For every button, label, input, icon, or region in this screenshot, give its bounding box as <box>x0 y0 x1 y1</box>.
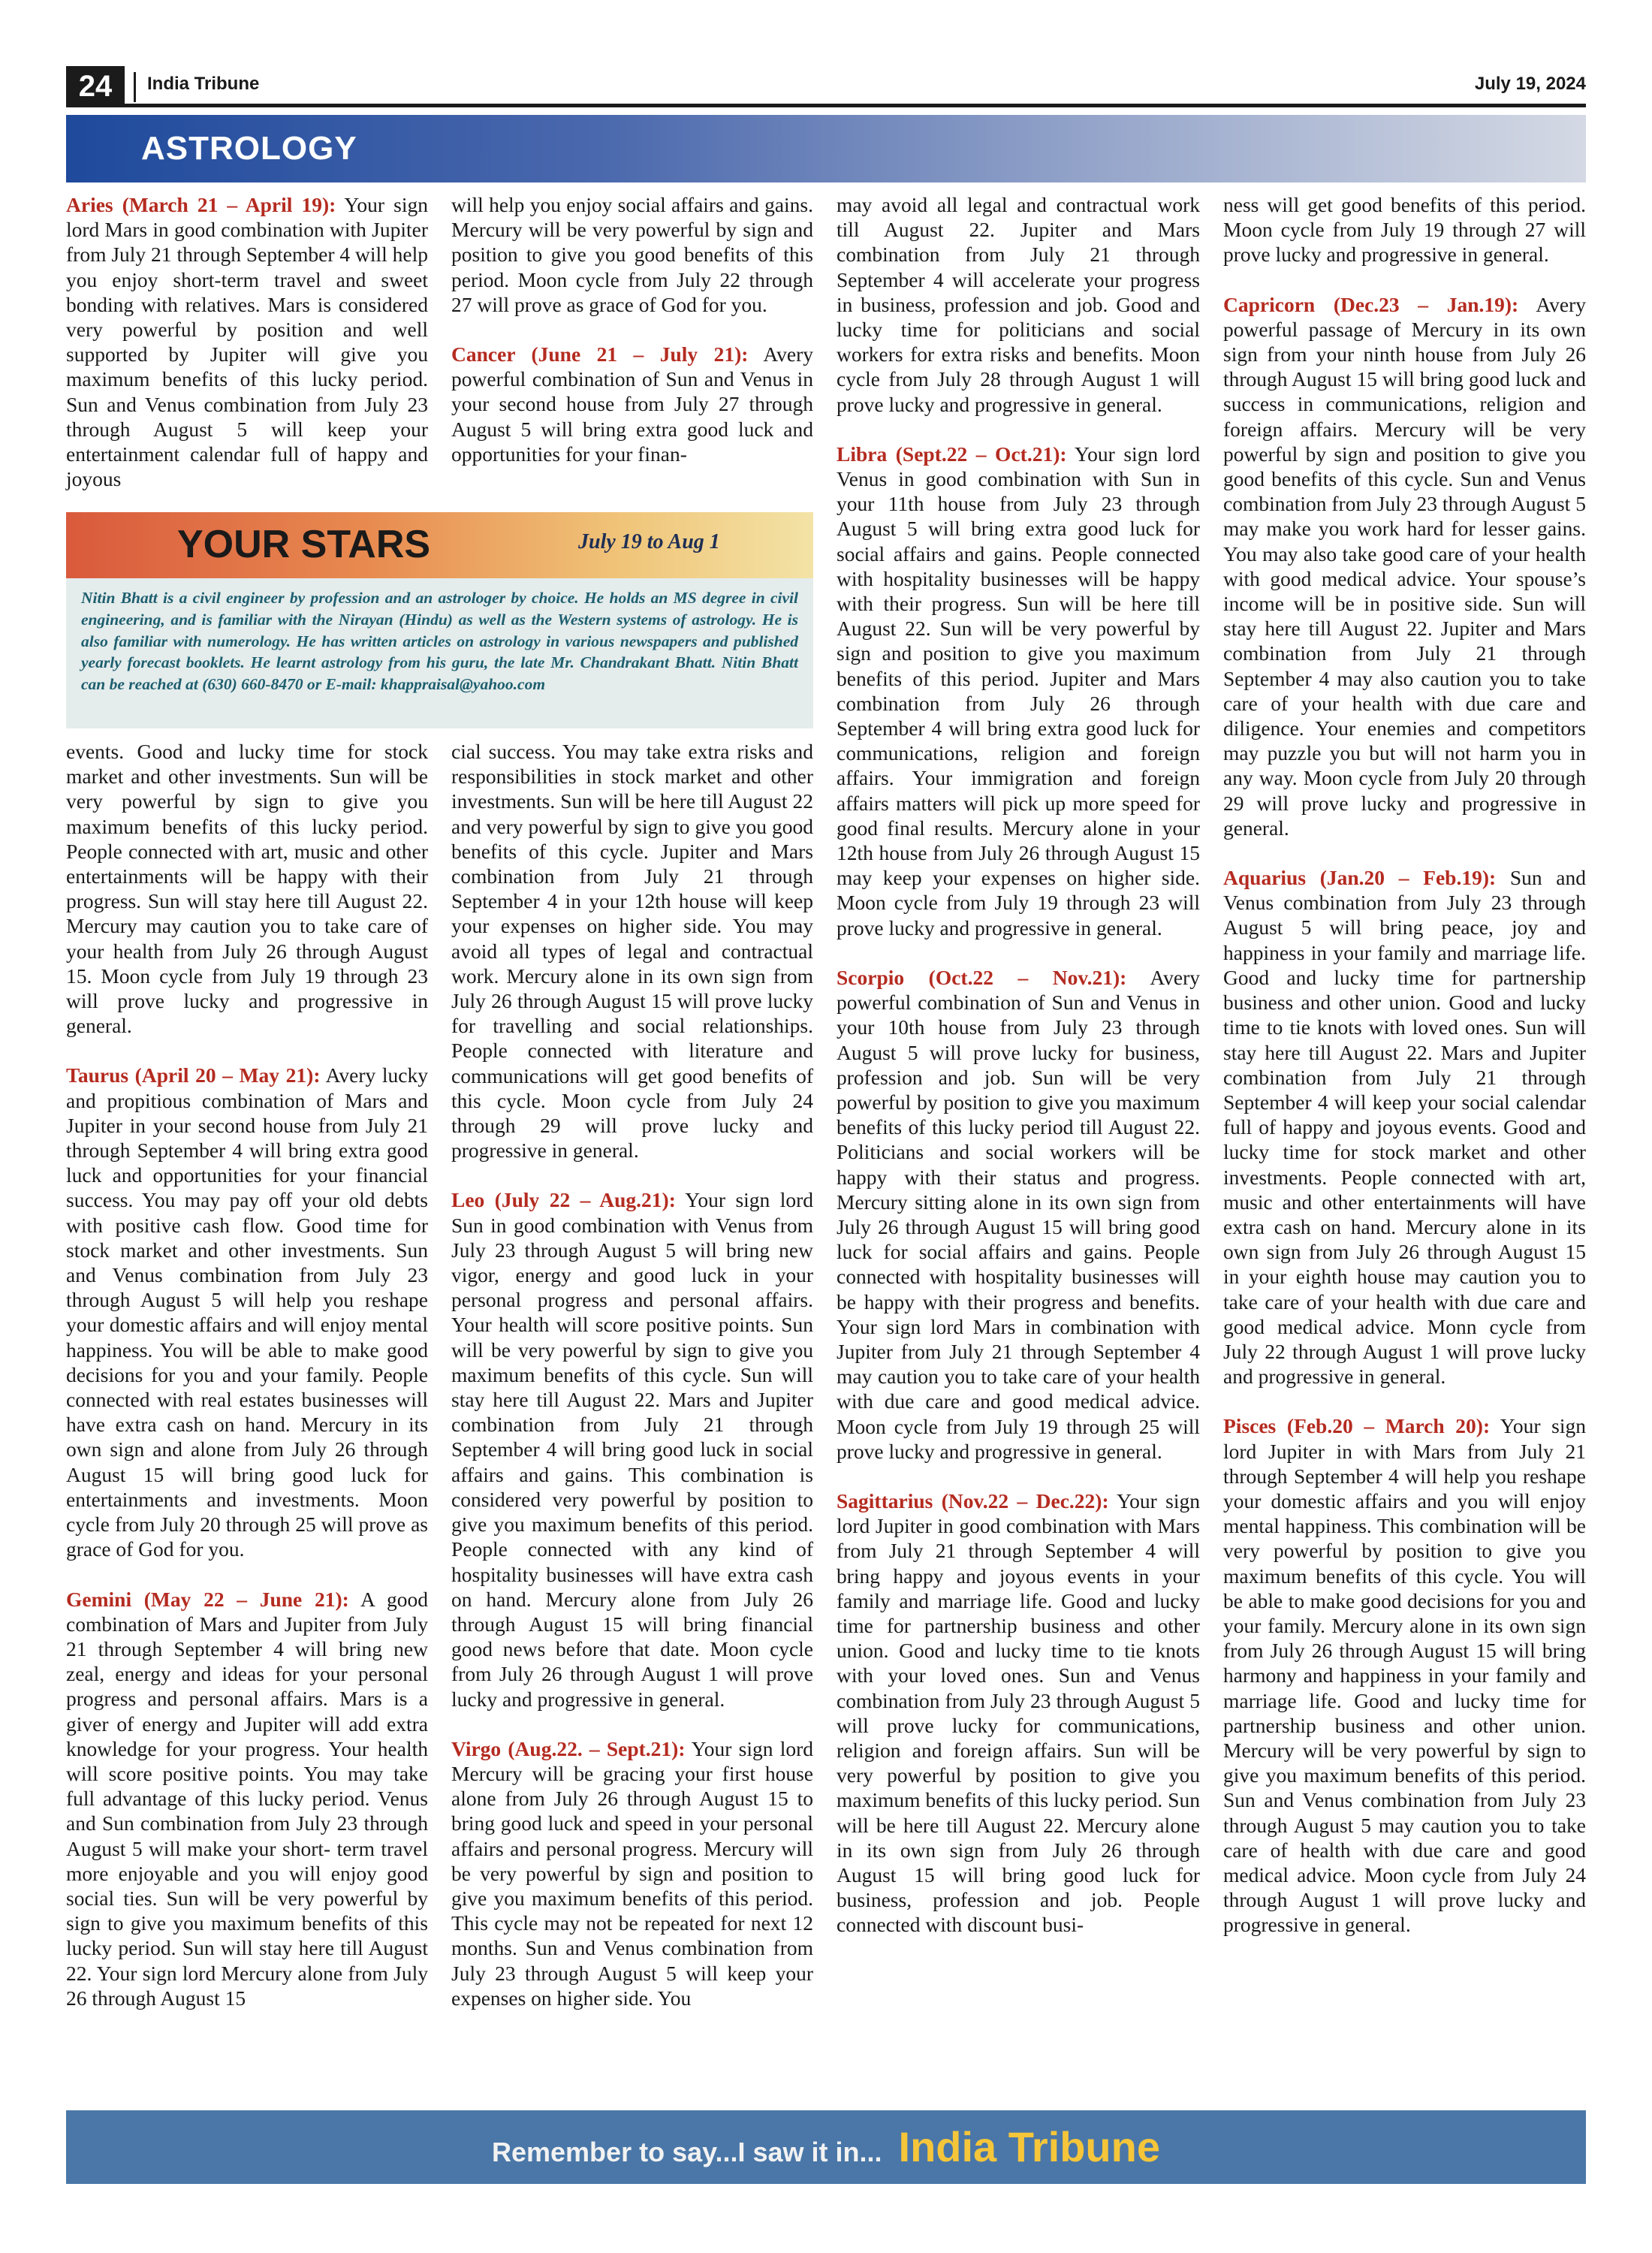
horoscope-libra <box>837 442 1200 940</box>
horoscope-virgo-continued <box>837 192 1200 417</box>
horoscope-text-virgo-continued: may avoid all legal and contractual work till August 22. Jupiter and Mars combination from July 21 through September 4 will accelerate your progress in business, profession and job. Good and lucky time for politicians and social workers for extra risks and benefits. Moon cycle from July 28 through August 1 will prove lucky and progressive in general. <box>837 193 1200 416</box>
publication-name: India Tribune <box>147 74 260 94</box>
horoscope-text-libra: Your sign lord Venus in good combination with Sun in your 11th house from July 23 through August 5 will bring extra good luck for social affairs and gains. People connected with hospitality businesses will be happy with their progress. Sun will be here till August 22. Sun will be very powerful by sign and position to give you maximum benefits of this period. Jupiter and Mars combination from July 26 through September 4 will bring extra good luck for communications, religion and foreign affairs. Your immigration and foreign affairs matters will pick up more speed for good final results. Mercury alone in your 12th house from July 26 through August 15 may keep your expenses on higher side. Moon cycle from July 19 through 23 will prove lucky and progressive in general. <box>837 442 1200 940</box>
horoscope-sagittarius <box>837 1488 1200 1938</box>
horoscope-taurus <box>66 1063 428 1561</box>
sign-heading-capricorn: Capricorn (Dec.23 – Jan.19): <box>1223 292 1519 316</box>
page-header <box>66 66 1586 107</box>
your-stars-date-range: July 19 to Aug 1 <box>578 530 720 553</box>
column-3 <box>837 192 1200 1938</box>
horoscope-aries-continued <box>66 739 428 1038</box>
horoscope-virgo <box>451 1736 813 2010</box>
horoscope-text-cancer: Avery powerful combination of Sun and Venus in your second house from July 27 through August 5 will bring extra good luck and opportunities for your finan- <box>451 342 813 466</box>
horoscope-sagittarius-continued <box>1223 192 1586 267</box>
horoscope-gemini-continued <box>451 192 813 317</box>
sign-heading-leo: Leo (July 22 – Aug.21): <box>451 1188 676 1212</box>
footer-tagline: Remember to say...I saw it in... <box>492 2137 882 2167</box>
sign-heading-pisces: Pisces (Feb.20 – March 20): <box>1223 1414 1491 1438</box>
horoscope-leo <box>451 1187 813 1711</box>
sign-heading-libra: Libra (Sept.22 – Oct.21): <box>837 442 1067 466</box>
horoscope-text-aquarius: Sun and Venus combination from July 23 through August 5 will bring peace, joy and happiness in your family and marriage life. Good and lucky time for partnership business and other union. Good and lucky time to tie knots with loved ones. Sun will stay here till August 22. Mars and Jupiter combination from July 21 through September 4 will keep your social calendar full of happy and joyous events. Good and lucky time for stock market and other investments. People connected with art, music and other entertainments will have extra cash on hand. Mercury alone in its own sign from July 26 through August 15 in your eighth house may caution you to take care of your health with due care and good medical advice. Monn cycle from July 22 through August 1 will prove lucky and progressive in general. <box>1223 866 1587 1389</box>
sign-heading-aquarius: Aquarius (Jan.20 – Feb.19): <box>1223 866 1497 890</box>
horoscope-text-sagittarius: Your sign lord Jupiter in good combination with Mars from July 21 through September 4 will bring happy and joyous events in your family and marriage life. Good and lucky time for partnership business and other union. Good and lucky time to tie knots with your loved ones. Sun and Venus combination from July 23 through August 5 will prove lucky for communications, religion and foreign affairs. Sun will be very powerful by position to give you maximum benefits of this lucky period. Sun will be here till August 22. Mercury alone in its own sign from July 26 through August 15 will bring good luck for business, profession and job. People connected with discount busi- <box>837 1488 1201 1937</box>
your-stars-title: YOUR STARS <box>177 523 431 566</box>
horoscope-capricorn <box>1223 292 1586 840</box>
horoscope-text-capricorn: Avery powerful passage of Mercury in its own sign from your ninth house from July 26 through August 15 will bring good luck and success in communications, religion and foreign affairs. Mercury will be very powerful by sign and position to give you good benefits of this cycle. Sun and Venus combination from July 23 through August 5 may make you work hard for lesser gains. You may also take good care of your health with good medical advice. Your spouse’s income will be in positive side. Sun will stay here till August 22. Jupiter and Mars combination from July 21 through September 4 may also caution you to take care of your health with due care and diligence. Your enemies and competitors may puzzle you but will not harm you in any way. Moon cycle from July 20 through 29 will prove lucky and progressive in general. <box>1223 292 1587 840</box>
horoscope-cancer-continued <box>451 739 813 1163</box>
astrologer-bio: Nitin Bhatt is a civil engineer by profession and an astrologer by choice. He holds an MS degree in civil engineering, and is familiar with the Nirayan (Hindu) as well as the Western systems of astrology. He is also familiar with numerology. He has written articles on astrology in various newspapers and published yearly forecast booklets. He learnt astrology from his guru, the late Mr. Chandrakant Bhatt. Nitin Bhatt can be reached at (630) 660-8470 or E-mail: khappraisal@yahoo.com <box>66 578 813 728</box>
issue-date: July 19, 2024 <box>1474 74 1586 94</box>
section-title: ASTROLOGY <box>141 130 357 167</box>
horoscope-text-pisces: Your sign lord Jupiter in with Mars from July 21 through September 4 will help you reshape your domestic affairs and you will enjoy mental happiness. This combination will be very powerful by position to give you maximum benefits of this cycle. You will be able to make good decisions for you and your family. Mercury alone in its own sign from July 26 through August 15 will bring harmony and happiness in your family and marriage life. Good and lucky time for partnership business and other union. Mercury will be very powerful by sign to give you maximum benefits of this period. Sun and Venus combination from July 23 through August 5 may caution you to take care of health with due care and good medical advice. Moon cycle from July 24 through August 1 will prove lucky and progressive in general. <box>1223 1414 1586 1937</box>
column-1-top <box>66 192 428 491</box>
sign-heading-sagittarius: Sagittarius (Nov.22 – Dec.22): <box>837 1488 1109 1513</box>
column-2-top <box>451 192 813 466</box>
horoscope-text-leo: Your sign lord Sun in good combination with Venus from July 23 through August 5 will bring new vigor, energy and good luck in your personal progress and personal affairs. Your health will score positive points. Sun will be very powerful by sign to give you maximum benefits of this cycle. Sun will stay here till August 22. Mars and Jupiter combination from July 21 through September 4 will bring good luck in social affairs and gains. This combination is considered very powerful by position to give you maximum benefits of this period. People connected with any kind of hospitality businesses will have extra cash on hand. Mercury alone from July 26 through August 15 will bring financial good news before that date. Moon cycle from July 26 through August 1 will prove lucky and progressive in general. <box>451 1188 814 1711</box>
horoscope-pisces <box>1223 1413 1586 1937</box>
header-rule <box>66 104 1586 107</box>
your-stars-box <box>66 512 813 730</box>
horoscope-text-aries: Your sign lord Mars in good combination with Jupiter from July 21 through September 4 will help you enjoy short-term travel and sweet bonding with relatives. Mars is considered very powerful by position and well supported by Jupiter will give you maximum benefits of this lucky period. Sun and Venus combination from July 23 through August 5 will keep your entertainment calendar full of happy and joyous <box>66 193 429 491</box>
section-banner <box>66 115 1586 182</box>
horoscope-scorpio <box>837 965 1200 1464</box>
horoscope-cancer <box>451 342 813 466</box>
sign-heading-cancer: Cancer (June 21 – July 21): <box>451 342 749 366</box>
column-4 <box>1223 192 1586 1938</box>
horoscope-text-scorpio: Avery powerful combination of Sun and Venus in your 10th house from July 23 through August 5 will prove lucky for business, profession and job. Sun will be very powerful by position to give you maximum benefits of this lucky period till August 22. Politicians and social workers will be happy with their status and progress. Mercury sitting alone in its own sign from July 26 through August 15 will bring good luck for social affairs and gains. People connected with hospitality businesses will be happy with their progress and benefits. Your sign lord Mars in combination with Jupiter from July 21 through September 4 may caution you to take care of your health with due care and good medical advice. Moon cycle from July 19 through 25 will prove lucky and progressive in general. <box>837 965 1200 1463</box>
sign-heading-aries: Aries (March 21 – April 19): <box>66 193 336 216</box>
column-1-bottom <box>66 739 428 2010</box>
header-divider <box>134 72 136 102</box>
page-number: 24 <box>66 66 125 107</box>
sign-heading-scorpio: Scorpio (Oct.22 – Nov.21): <box>837 965 1127 989</box>
horoscope-text-cancer-continued: cial success. You may take extra risks and responsibilities in stock market and other investments. Sun will be here till August 22 and very powerful by sign to give you good benefits of this cycle. Jupiter and Mars combination from July 21 through September 4 in your 12th house will keep your expenses on higher side. You may avoid all types of legal and contractual work. Mercury alone in its own sign from July 26 through August 15 will prove lucky for travelling and social relationships. People connected with literature and communications will get good benefits of this cycle. Moon cycle from July 24 through 29 will prove lucky and progressive in general. <box>451 740 813 1163</box>
footer-brand: India Tribune <box>898 2123 1160 2170</box>
sign-heading-gemini: Gemini (May 22 – June 21): <box>66 1587 349 1611</box>
your-stars-banner <box>66 512 813 578</box>
horoscope-text-taurus: Avery lucky and propitious combination of Mars and Jupiter in your second house from July 21 through September 4 will bring extra good luck and opportunities for your financial success. You may pay off your old debts with positive cash flow. Good time for stock market and other investments. Sun and Venus combination from July 23 through August 5 will help you reshape your domestic affairs and will enjoy mental happiness. You will be able to make good decisions for you and your family. People connected with real estates businesses will have extra cash on hand. Mercury in its own sign and alone from July 26 through August 15 will bring good luck for entertainments and investments. Moon cycle from July 20 through 25 will prove as grace of God for you. <box>66 1063 429 1561</box>
footer-banner <box>66 2110 1586 2184</box>
horoscope-text-gemini-continued: will help you enjoy social affairs and gains. Mercury will be very powerful by sign and position to give you good benefits of this period. Moon cycle from July 22 through 27 will prove as grace of God for you. <box>451 193 813 316</box>
horoscope-aquarius <box>1223 865 1586 1389</box>
horoscope-aries <box>66 192 428 491</box>
horoscope-text-sagittarius-continued: ness will get good benefits of this period. Moon cycle from July 19 through 27 will prove lucky and progressive in general. <box>1223 193 1586 267</box>
horoscope-gemini <box>66 1587 428 2010</box>
horoscope-text-virgo: Your sign lord Mercury will be gracing your first house alone from July 26 through August 15 to bring good luck and speed in your personal affairs and personal progress. Mercury will be very powerful by sign and position to give you maximum benefits of this period. This cycle may not be repeated for next 12 months. Sun and Venus combination from July 23 through August 5 will keep your expenses on higher side. You <box>451 1736 813 2010</box>
horoscope-text-aries-continued: events. Good and lucky time for stock market and other investments. Sun will be very powerful by sign to give you maximum benefits of this lucky period. People connected with art, music and other entertainments will be happy with their progress. Sun will stay here till August 22. Mercury may caution you to take care of your health from July 26 through August 15. Moon cycle from July 19 through 23 will prove lucky and progressive in general. <box>66 740 428 1038</box>
horoscope-text-gemini: A good combination of Mars and Jupiter from July 21 through September 4 will bring new zeal, energy and ideas for your personal progress and personal affairs. Mars is a giver of energy and Jupiter will add extra knowledge for your progress. Your health will score positive points. You may take full advantage of this lucky period. Venus and Sun combination from July 23 through August 5 will make your short- term travel more enjoyable and you will enjoy good social ties. Sun will be very powerful by sign to give you maximum benefits of this lucky period. Sun will stay here till August 22. Your sign lord Mercury alone from July 26 through August 15 <box>66 1587 429 2010</box>
sign-heading-virgo: Virgo (Aug.22. – Sept.21): <box>451 1736 686 1760</box>
column-2-bottom <box>451 739 813 2010</box>
sign-heading-taurus: Taurus (April 20 – May 21): <box>66 1063 321 1087</box>
